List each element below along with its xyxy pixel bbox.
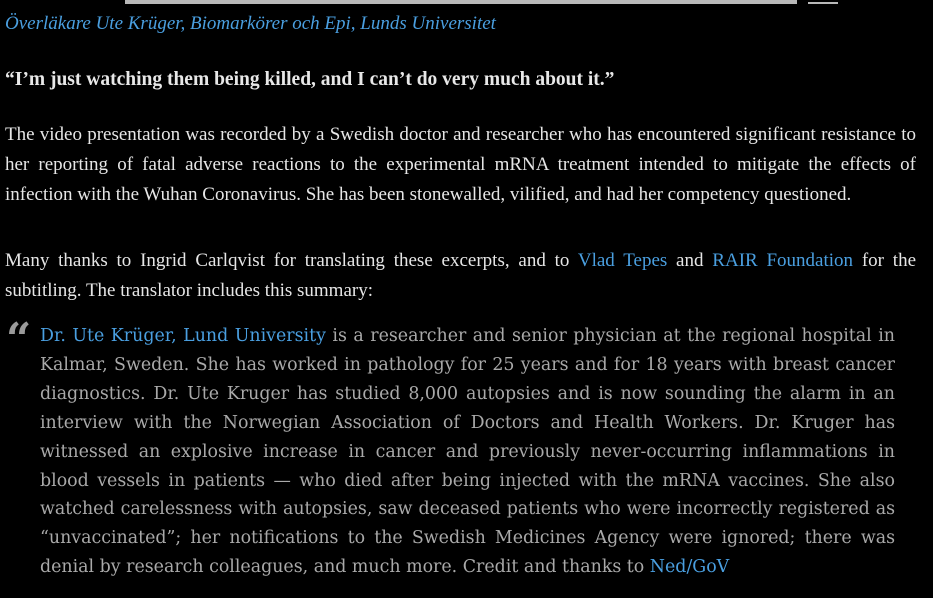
rair-foundation-link[interactable]: RAIR Foundation <box>712 250 854 271</box>
vlad-tepes-link[interactable]: Vlad Tepes <box>577 250 668 271</box>
blockquote-quote-icon: “ <box>6 314 32 365</box>
blockquote-body: is a researcher and senior physician at the regional hospital in Kalmar, Sweden. She has worked in pathology for 25 years and for 18 years with breast cancer diagnostics. Dr. Ute Kruger has studied 8,000 autopsies and is now sounding the alarm in an interview with the Norwegian Association of Doctors and Health Workers. Dr. Kruger has witnessed an explosive increase in cancer and previously never-occurring inflammations in blood vessels in patients — who died after being injected with the mRNA vaccines. She also watched carelessness with autopsies, saw deceased patients who were incorrectly registered as “unvaccinated”; her notifications to the Swedish Medicines Agency were ignored; there was denial by research colleagues, and much more. Credit and thanks to <box>40 326 895 578</box>
thanks-text-between: and <box>667 250 713 271</box>
top-rule-mark <box>808 2 838 4</box>
thanks-paragraph <box>5 246 916 306</box>
thanks-text-before: Many thanks to Ingrid Carlqvist for translating these excerpts, and to <box>5 250 578 271</box>
translator-summary-blockquote <box>40 322 895 582</box>
ute-kruger-lund-link[interactable]: Dr. Ute Krüger, Lund University <box>40 326 326 346</box>
ned-gov-link[interactable]: Ned/GoV <box>649 557 730 578</box>
thanks-text-after: for the subtitling. The translator includes this summary: <box>5 250 916 301</box>
image-caption[interactable]: Överläkare Ute Krüger, Biomarkörer och Epi, Lunds Universitet <box>5 13 496 34</box>
intro-paragraph: The video presentation was recorded by a Swedish doctor and researcher who has encountered significant resistance to her reporting of fatal adverse reactions to the experimental mRNA treatment intended to mitigate the effects of infection with the Wuhan Coronavirus. She has been stonewalled, vilified, and had her competency questioned. <box>5 124 916 205</box>
top-image-edge <box>125 0 797 4</box>
pull-quote: “I’m just watching them being killed, and I can’t do very much about it.” <box>5 69 615 90</box>
